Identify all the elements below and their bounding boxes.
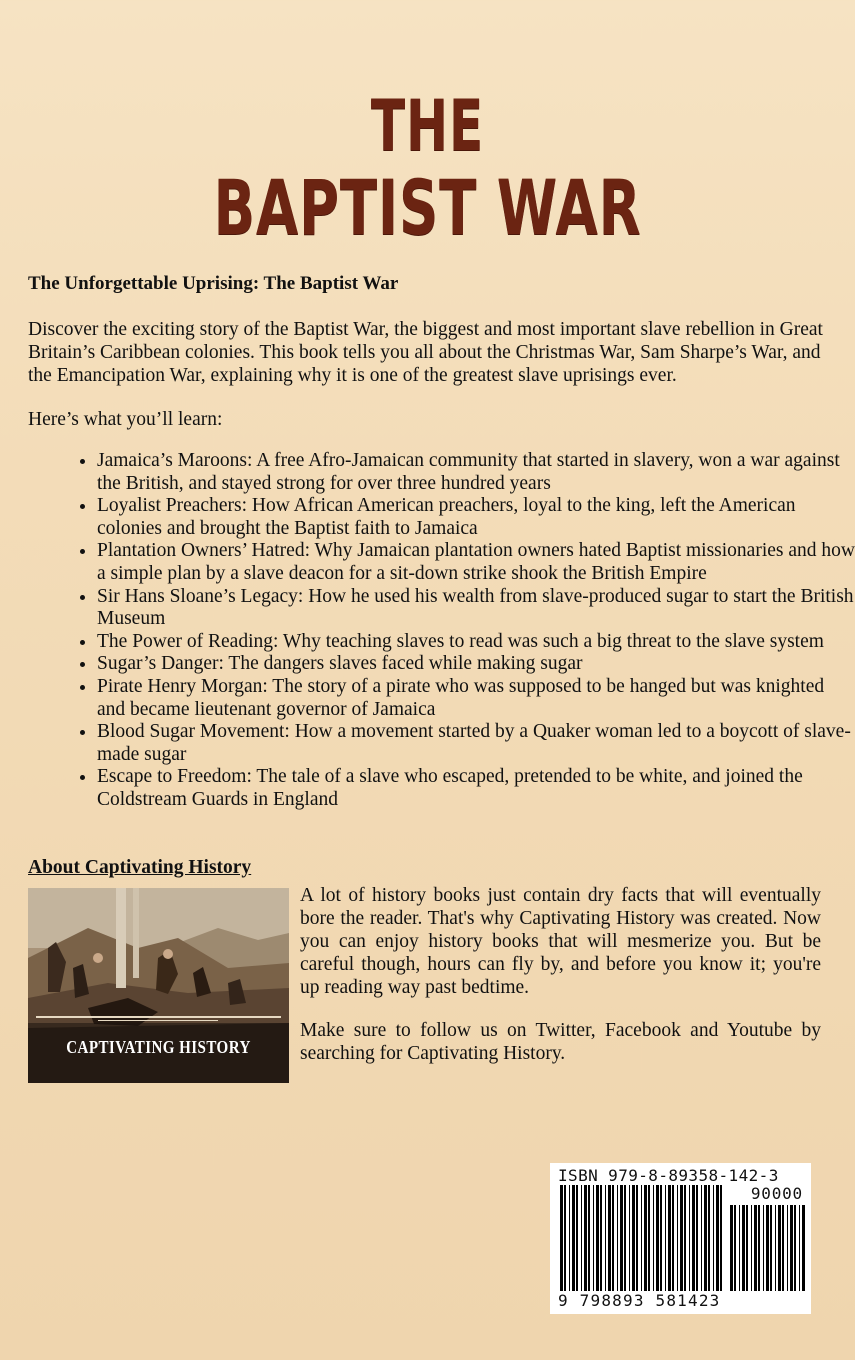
book-title-line-1: THE [370, 85, 485, 167]
list-item: • Jamaica’s Maroons: A free Afro-Jamaican community that started in slavery, won a war against the British, and stayed strong for over three hundred years [97, 450, 855, 495]
list-item: • Sugar’s Danger: The dangers slaves faced while making sugar [97, 653, 855, 676]
blurb-subtitle: The Unforgettable Uprising: The Baptist War [28, 273, 399, 294]
isbn-number: ISBN 979-8-89358-142-3 [558, 1166, 779, 1185]
publisher-logo-image [28, 888, 289, 1083]
publisher-logo-text: CAPTIVATING HISTORY [66, 1037, 251, 1057]
book-title-line-2: BAPTIST WAR [213, 163, 642, 252]
about-heading: About Captivating History [28, 857, 252, 878]
isbn-barcode [550, 1163, 811, 1314]
list-item: • Plantation Owners’ Hatred: Why Jamaican plantation owners hated Baptist missionaries and how a simple plan by a slave deacon for a sit-down strike shook the British Empire [97, 540, 855, 585]
list-item: • Escape to Freedom: The tale of a slave who escaped, pretended to be white, and joined the Coldstream Guards in England [97, 766, 855, 811]
learn-list [76, 450, 855, 812]
list-item: • The Power of Reading: Why teaching slaves to read was such a big threat to the slave system [97, 631, 855, 654]
list-item: • Sir Hans Sloane’s Legacy: How he used his wealth from slave-produced sugar to start the British Museum [97, 586, 855, 631]
about-paragraph-1: A lot of history books just contain dry facts that will eventually bore the reader. That's why Captivating History was created. Now you can enjoy history books that will mesmerize you. But be careful though, hours can fly by, and before you know it; you're up reading way past bedtime. [300, 885, 821, 998]
about-paragraph-2: Make sure to follow us on Twitter, Facebook and Youtube by searching for Captivating History. [300, 1020, 821, 1064]
ean-number: 9 798893 581423 [558, 1291, 721, 1310]
list-item: • Blood Sugar Movement: How a movement started by a Quaker woman led to a boycott of slave-made sugar [97, 721, 855, 766]
list-item: • Loyalist Preachers: How African American preachers, loyal to the king, left the American colonies and brought the Baptist faith to Jamaica [97, 495, 855, 540]
price-code: 90000 [750, 1184, 803, 1203]
learn-heading: Here’s what you’ll learn: [28, 409, 223, 430]
list-item: • Pirate Henry Morgan: The story of a pirate who was supposed to be hanged but was knighted and became lieutenant governor of Jamaica [97, 676, 855, 721]
blurb-intro: Discover the exciting story of the Baptist War, the biggest and most important slave rebellion in Great Britain’s Caribbean colonies. This book tells you all about the Christmas War, Sam Sharpe’s War, and the Emancipation War, explaining why it is one of the greatest slave uprisings ever. [28, 319, 823, 386]
